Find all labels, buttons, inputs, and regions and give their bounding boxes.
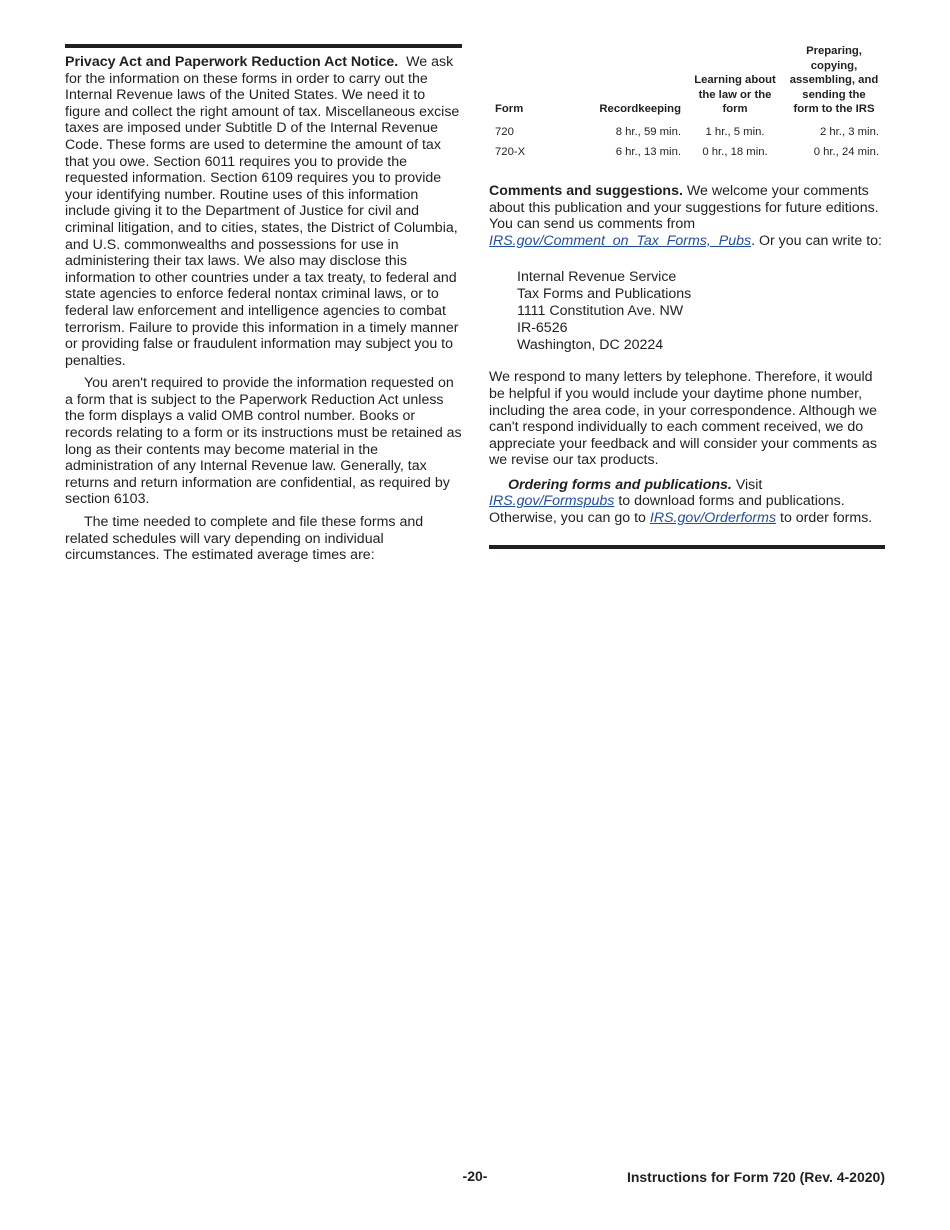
cell-preparing: 0 hr., 24 min. <box>813 145 879 158</box>
header-learning: Learning about the law or the form <box>694 74 776 116</box>
comments-link[interactable]: IRS.gov/Comment_on_Tax_Forms,_Pubs <box>489 232 752 249</box>
cell-form: 720-X <box>495 145 526 158</box>
page-number: -20- <box>462 1168 488 1184</box>
privacy-heading: Privacy Act and Paperwork Reduction Act Notice. <box>65 54 399 70</box>
left-column <box>65 44 462 570</box>
address-line: Tax Forms and Publications <box>517 286 692 303</box>
ordering-heading: Ordering forms and publications. <box>508 476 732 493</box>
cell-form: 720 <box>495 125 514 138</box>
address-line: Washington, DC 20224 <box>517 336 664 353</box>
cell-recordkeeping: 8 hr., 59 min. <box>615 125 681 138</box>
comments-paragraph <box>489 183 885 249</box>
formspubs-link[interactable]: IRS.gov/Formspubs <box>489 493 615 510</box>
right-column <box>489 44 885 549</box>
bottom-rule-right <box>489 545 885 549</box>
ordering-text-2: to download forms and publications. Otherwise, you can go to <box>489 493 845 527</box>
cell-learning: 1 hr., 5 min. <box>705 125 765 138</box>
privacy-text-1: We ask for the information on these forms in order to carry out the Internal Revenue laws of the United States. We need it to figure and collect the right amount of tax. Miscellaneous excise taxes are imposed under Subtitle D of the Internal Revenue Code. These forms are used to determine the amount of tax that you owe. Section 6011 requires you to provide the requested information. Section 6109 requires you to provide your identifying number. Routine uses of this information include giving it to the Department of Justice for civil and criminal litigation, and to cities, states, the District of Columbia, and U.S. commonwealths and possessions for use in administering their tax laws. We also may disclose this information to other countries under a tax treaty, to federal and state agencies to enforce federal nontax criminal laws, or to federal law enforcement and intelligence agencies to combat terrorism. Failure to provide this information in a timely manner or providing false or fraudulent information may subject you to penalties. <box>65 54 460 369</box>
privacy-paragraph-2: You aren't required to provide the information requested on a form that is subject to the Paperwork Reduction Act unless the form displays a valid OMB control number. Books or records relating to a form or its instructions must be retained as long as their contents may become material in the administration of any Internal Revenue law. Generally, tax returns and return information are confidential, as required by section 6103. <box>65 375 462 508</box>
time-estimates-table <box>489 44 885 162</box>
ordering-text-3: to order forms. <box>780 510 873 527</box>
table-row <box>489 122 885 142</box>
ordering-paragraph <box>489 477 885 527</box>
orderforms-link[interactable]: IRS.gov/Orderforms <box>649 510 777 527</box>
footer-title: Instructions for Form 720 (Rev. 4-2020) <box>626 1169 885 1185</box>
privacy-paragraph-3: The time needed to complete and file these forms and related schedules will vary depending on individual circumstances. The estimated average times are: <box>65 514 424 564</box>
privacy-paragraph-1 <box>65 54 462 369</box>
cell-recordkeeping: 6 hr., 13 min. <box>615 145 681 158</box>
ordering-text-1: Visit <box>735 476 763 493</box>
comments-heading: Comments and suggestions. <box>489 182 683 199</box>
header-recordkeeping: Recordkeeping <box>599 103 681 116</box>
cell-preparing: 2 hr., 3 min. <box>819 125 879 138</box>
address-line: 1111 Constitution Ave. NW <box>517 302 684 319</box>
respond-paragraph: We respond to many letters by telephone. Therefore, it would be helpful if you would include your daytime phone number, including the area code, in your correspondence. Although we can't respond individually to each comment received, we do appreciate your feedback and will consider your comments as we revise our tax products. <box>489 369 878 469</box>
table-header-row <box>489 44 885 122</box>
top-rule-left <box>65 44 462 48</box>
header-preparing: Preparing, copying, assembling, and sending the form to the IRS <box>789 45 879 116</box>
header-form: Form <box>495 103 524 116</box>
mailing-address <box>517 269 885 353</box>
comments-text-after: . Or you can write to: <box>751 232 882 249</box>
table-row <box>489 142 885 162</box>
address-line: IR-6526 <box>517 319 568 336</box>
comments-text: We welcome your comments about this publication and your suggestions for future editions. You can send us comments from <box>489 182 879 233</box>
cell-learning: 0 hr., 18 min. <box>702 145 768 158</box>
address-line: Internal Revenue Service <box>517 269 677 286</box>
